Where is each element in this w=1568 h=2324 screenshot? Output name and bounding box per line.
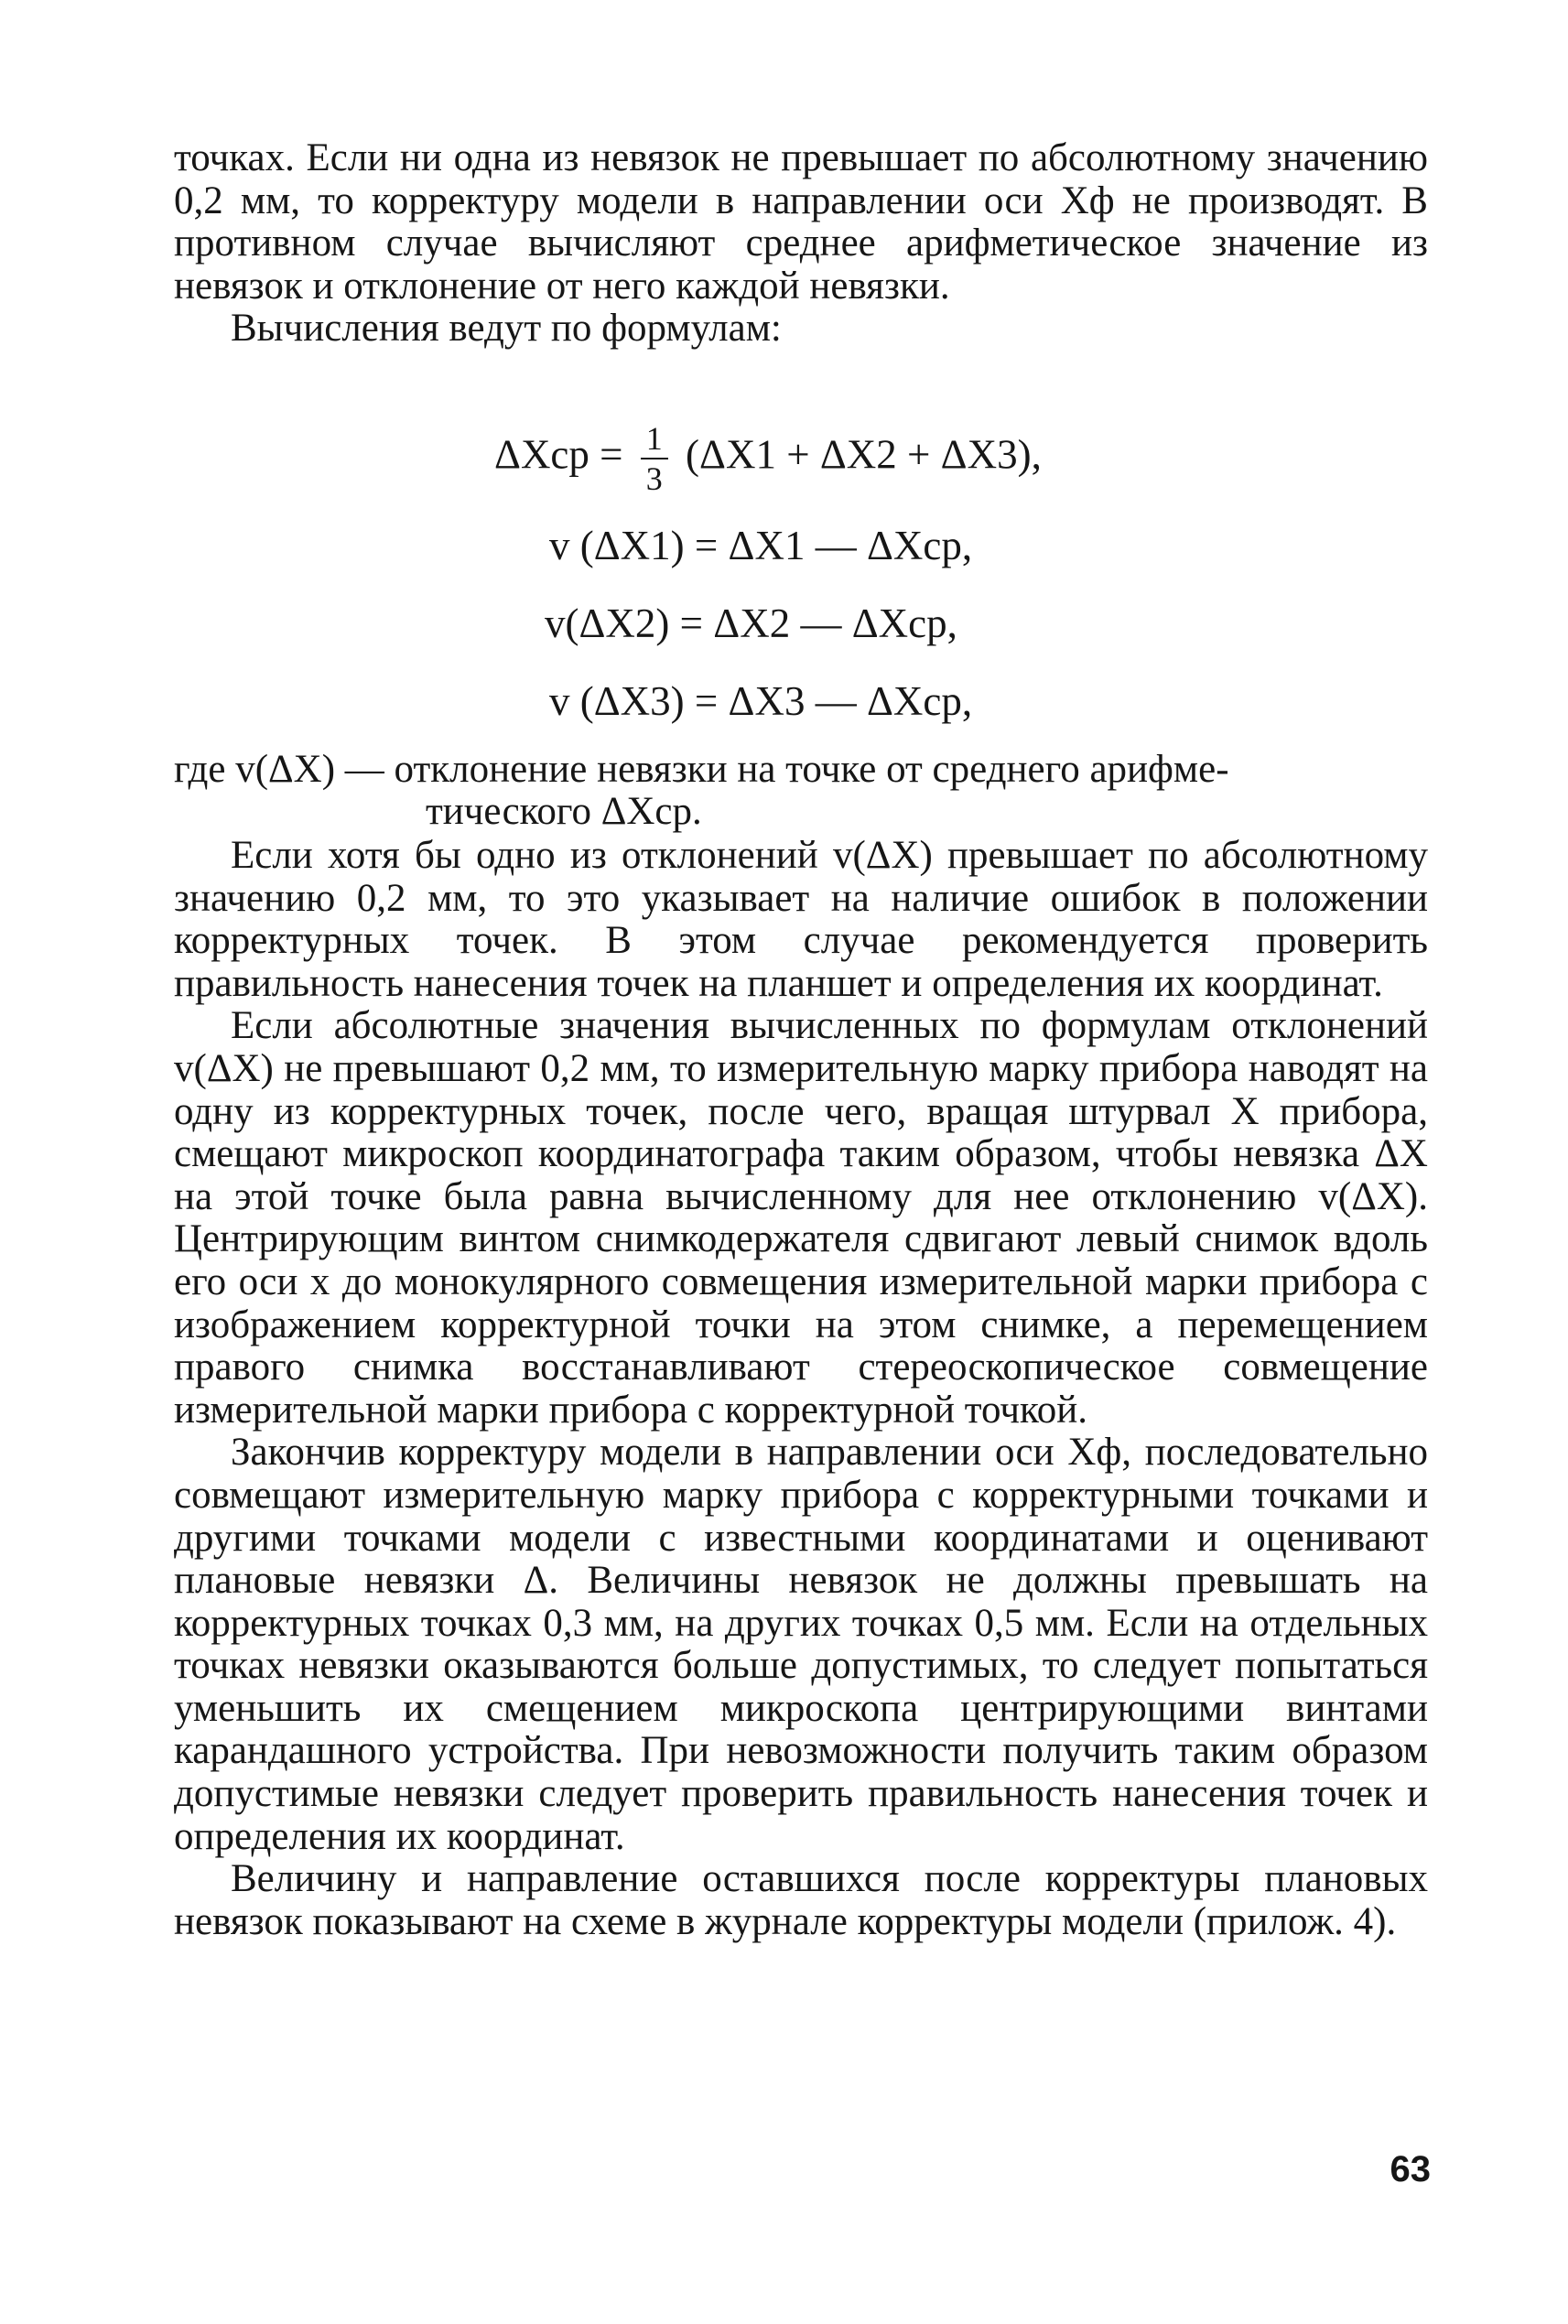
formula-mean xyxy=(494,419,1042,498)
where-line-1: где v(ΔX) — отклонение невязки на точке от среднего арифме- xyxy=(174,748,1229,791)
body-text xyxy=(174,835,1428,1943)
paragraph-formulas-lead: Вычисления ведут по формулам: xyxy=(231,307,782,351)
formula-deviation-1: v (ΔX1) = ΔX1 — ΔXср, xyxy=(549,523,973,568)
fraction-denominator: 3 xyxy=(645,460,663,497)
formula-mean-left: ΔXср = xyxy=(494,431,623,478)
page-number: 63 xyxy=(1390,2149,1431,2189)
intro-text xyxy=(174,137,1428,351)
where-definition xyxy=(174,749,1428,833)
paragraph-correction-procedure: Если абсолютные значения вычисленных по формулам отклонений v(ΔX) не превышают 0,2 мм, то измерительную марку прибора наводят на одну из корректурных точек, после чего, вращая штурвал X прибора, смещают микроскоп координатографа таким образом, чтобы невязка ΔX на этой точке была равна вычисленному для нее отклонению v(ΔX). Центрирующим винтом снимкодержателя сдвигают левый снимок вдоль его оси x до монокулярного совмещения измерительной марки прибора с изображением корректурной точки на этом снимке, а перемещением правого снимка восстанавливают стереоскопическое совмещение измерительной марки прибора с корректурной точкой. xyxy=(174,1004,1428,1432)
paragraph-intro: точках. Если ни одна из невязок не превышает по абсолютному значению 0,2 мм, то корректуру модели в направлении оси Xф не производят. В противном случае вычисляют среднее арифметическое значение из невязок и отклонение от него каждой невязки. xyxy=(174,136,1428,308)
formula-mean-right: (ΔX1 + ΔX2 + ΔX3), xyxy=(686,431,1042,478)
fraction xyxy=(641,419,668,498)
fraction-numerator: 1 xyxy=(641,419,668,459)
formula-deviation-2: v(ΔX2) = ΔX2 — ΔXср, xyxy=(545,600,957,646)
paragraph-deviation-check: Если хотя бы одно из отклонений v(ΔX) превышает по абсолютному значению 0,2 мм, то это указывает на наличие ошибок в положении корректурных точек. В этом случае рекомендуется проверить правильность нанесения точек на планшет и определения их координат. xyxy=(174,834,1428,1005)
where-line-2: тического ΔXср. xyxy=(426,790,702,833)
paragraph-journal-scheme: Величину и направление оставшихся после корректуры плановых невязок показывают на схеме в журнале корректуры модели (прилож. 4). xyxy=(174,1857,1428,1943)
formula-deviation-3: v (ΔX3) = ΔX3 — ΔXср, xyxy=(549,678,973,724)
paragraph-planar-residuals: Закончив корректуру модели в направлении оси Xф, последовательно совмещают измерительную марку прибора с корректурными точками и другими точками модели с известными координатами и оценивают плановые невязки Δ. Величины невязок не должны превышать на корректурных точках 0,3 мм, на других точках 0,5 мм. Если на отдельных точках невязки оказываются больше допустимых, то следует попытаться уменьшить их смещением микроскопа центрирующими винтами карандашного устройства. При невозможности получить таким образом допустимые невязки следует проверить правильность нанесения точек и определения их координат. xyxy=(174,1431,1428,1858)
